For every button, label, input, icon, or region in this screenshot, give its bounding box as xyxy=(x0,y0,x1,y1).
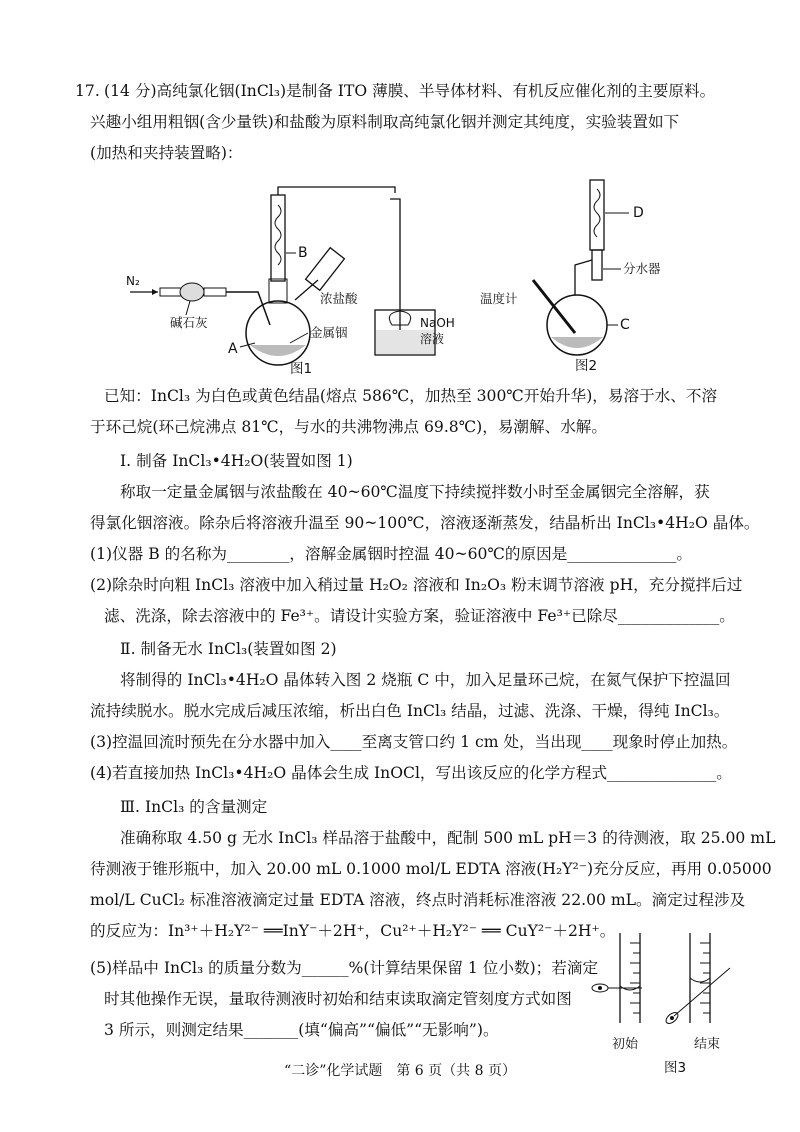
figure-3-burette-readings xyxy=(590,928,755,1078)
fig1-label-naoh-1: NaOH xyxy=(420,316,455,330)
water-separator xyxy=(592,250,602,280)
figure-2-apparatus xyxy=(475,165,695,380)
question-5-line-1: (5)样品中 InCl₃ 的质量分数为______%(计算结果保留 1 位小数)；若滴定 xyxy=(90,959,599,977)
question-2-line-2: 滤、洗涤，除去溶液中的 Fe³⁺。请设计实验方案，验证溶液中 Fe³⁺已除尽_____________。 xyxy=(104,607,735,625)
known-line-1: 已知：InCl₃ 为白色或黄色结晶(熔点 586℃，加热至 300℃开始升华)，易溶于水、不溶 xyxy=(104,387,718,405)
fig1-label-a: A xyxy=(228,341,238,357)
question-1: (1)仪器 B 的名称为________，溶解金属铟时控温 40~60℃的原因是______________。 xyxy=(90,545,693,563)
question-3: (3)控温回流时预先在分水器中加入____至离支管口约 1 cm 处，当出现____现象时停止加热。 xyxy=(90,733,738,751)
fig2-label-d: D xyxy=(633,205,644,221)
known-line-2: 于环己烷(环己烷沸点 81℃，与水的共沸物沸点 69.8℃)，易潮解、水解。 xyxy=(90,418,607,436)
part3-text-4: 的反应为：In³⁺＋H₂Y²⁻ ══InY⁻＋2H⁺，Cu²⁺＋H₂Y²⁻ ══ CuY²⁻＋2H⁺。 xyxy=(90,922,616,940)
part2-text-1: 将制得的 InCl₃•4H₂O 晶体转入图 2 烧瓶 C 中，加入足量环己烷，在氮气保护下控温回 xyxy=(120,671,731,689)
condenser-b xyxy=(271,195,285,281)
indium-metal xyxy=(250,345,306,356)
figure-1-apparatus xyxy=(120,175,470,380)
intro-line-3: (加热和夹持装置略)： xyxy=(90,144,243,162)
soda-lime-tube xyxy=(180,283,204,301)
part3-text-2: 待测液于锥形瓶中，加入 20.00 mL 0.1000 mol/L EDTA 溶液(H₂Y²⁻)充分反应，再用 0.05000 xyxy=(90,860,772,878)
question-5-line-2: 时其他操作无误，量取待测液时初始和结束读取滴定管刻度方式如图 xyxy=(104,990,572,1008)
fig1-caption: 图1 xyxy=(290,361,313,377)
fig1-label-hcl: 浓盐酸 xyxy=(320,291,358,306)
fig1-label-naoh-2: 溶液 xyxy=(420,332,445,346)
thermometer xyxy=(533,280,575,333)
fig1-label-indium: 金属铟 xyxy=(310,325,348,340)
fig3-label-end: 结束 xyxy=(694,1037,721,1052)
part1-text-1: 称取一定量金属铟与浓盐酸在 40~60℃温度下持续搅拌数小时至金属铟完全溶解，获 xyxy=(120,483,710,501)
part3-title: Ⅲ. InCl₃ 的含量测定 xyxy=(120,798,268,816)
intro-line-1: (14 分)高纯氯化铟(InCl₃)是制备 ITO 薄膜、半导体材料、有机反应催化剂的主要原料。 xyxy=(104,82,716,100)
question-4: (4)若直接加热 InCl₃•4H₂O 晶体会生成 InOCl，写出该反应的化学方程式______________。 xyxy=(90,764,732,782)
page-footer: “二诊”化学试题 第 6 页（共 8 页） xyxy=(284,1063,516,1079)
question-5-line-3: 3 所示，则测定结果_______(填“偏高”“偏低”“无影响”)。 xyxy=(104,1021,499,1039)
question-number: 17. xyxy=(75,82,100,100)
fig2-label-c: C xyxy=(620,317,630,333)
part3-text-1: 准确称取 4.50 g 无水 InCl₃ 样品溶于盐酸中，配制 500 mL pH＝3 的待测液，取 25.00 mL xyxy=(120,829,776,847)
part1-title: Ⅰ. 制备 InCl₃•4H₂O(装置如图 1) xyxy=(120,452,353,470)
fig3-caption: 图3 xyxy=(664,1060,687,1076)
question-2-line-1: (2)除杂时向粗 InCl₃ 溶液中加入稍过量 H₂O₂ 溶液和 In₂O₃ 粉末调节溶液 pH，充分搅拌后过 xyxy=(90,576,743,594)
fig1-label-n2: N₂ xyxy=(126,274,140,288)
part2-title: Ⅱ. 制备无水 InCl₃(装置如图 2) xyxy=(120,640,337,658)
dropping-funnel xyxy=(306,248,345,291)
fig2-caption: 图2 xyxy=(575,358,598,374)
fig1-label-soda-lime: 碱石灰 xyxy=(170,315,208,330)
n2-arrowhead xyxy=(152,289,158,295)
condenser-d xyxy=(590,180,604,250)
part3-text-3: mol/L CuCl₂ 标准溶液滴定过量 EDTA 溶液，终点时消耗标准溶液 22.00 mL。滴定过程涉及 xyxy=(90,891,746,909)
intro-line-2: 兴趣小组用粗铟(含少量铁)和盐酸为原料制取高纯氯化铟并测定其纯度，实验装置如下 xyxy=(90,113,680,131)
fig2-label-thermometer: 温度计 xyxy=(480,291,518,306)
part2-text-2: 流持续脱水。脱水完成后减压浓缩，析出白色 InCl₃ 结晶，过滤、洗涤、干燥，得纯 InCl₃。 xyxy=(90,702,730,720)
fig3-label-start: 初始 xyxy=(612,1037,639,1052)
part1-text-2: 得氯化铟溶液。除杂后将溶液升温至 90~100℃，溶液逐渐蒸发，结晶析出 InCl₃•4H₂O 晶体。 xyxy=(90,514,760,532)
fig1-label-b: B xyxy=(298,245,308,261)
fig2-label-separator: 分水器 xyxy=(623,261,661,276)
